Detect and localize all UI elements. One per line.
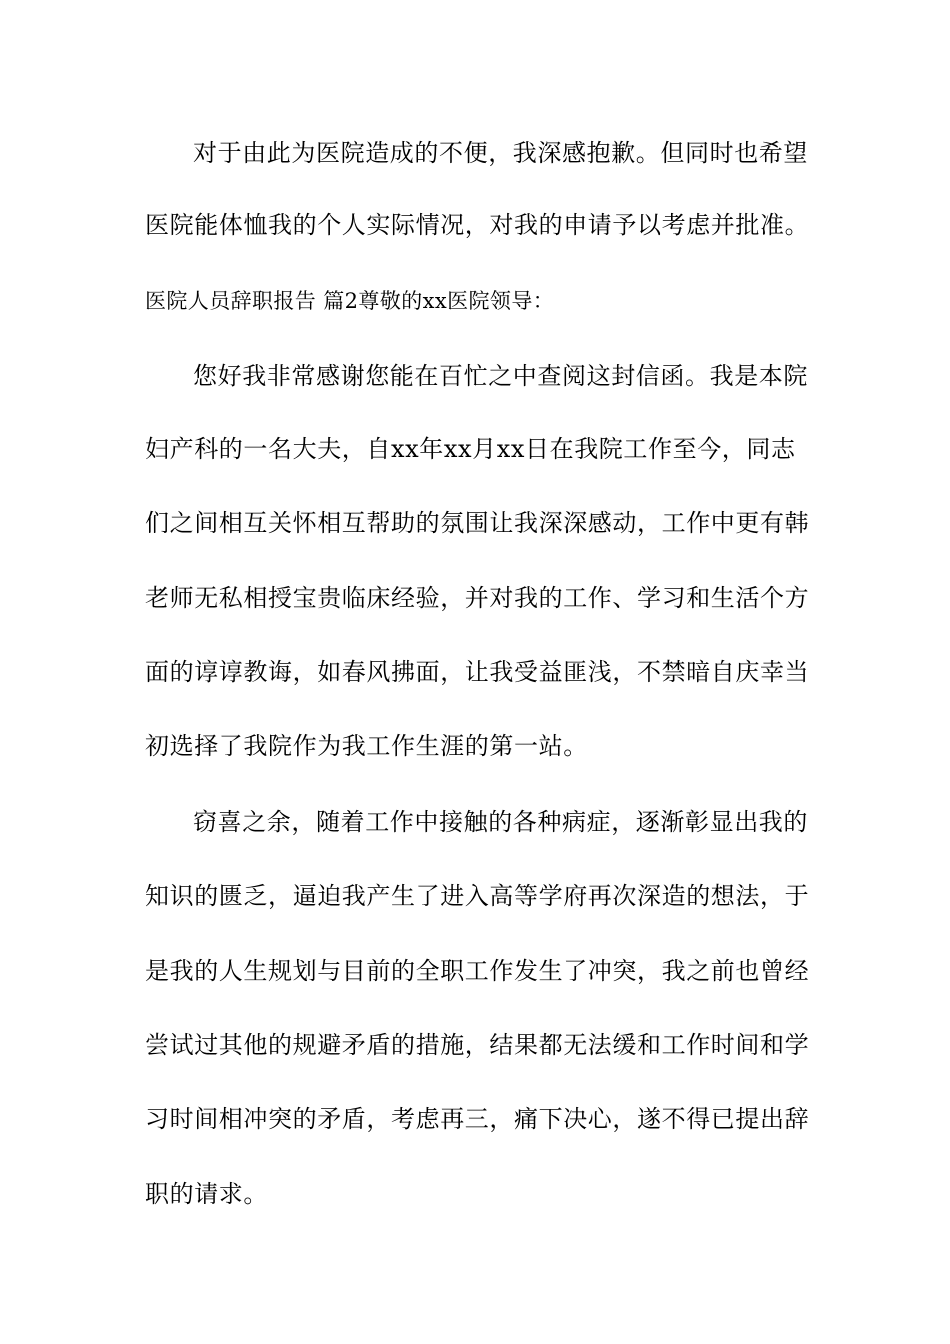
section-heading: 医院人员辞职报告 篇2尊敬的xx医院领导： <box>145 289 555 313</box>
paragraph-2-line-3: 们之间相互关怀相互帮助的氛围让我深深感动，工作中更有韩 <box>145 509 810 537</box>
paragraph-3-line-5: 习时间相冲突的矛盾，考虑再三，痛下决心，遂不得已提出辞 <box>145 1105 810 1133</box>
paragraph-2-line-4: 老师无私相授宝贵临床经验，并对我的工作、学习和生活个方 <box>145 584 810 612</box>
paragraph-1-line-1: 对于由此为医院造成的不便，我深感抱歉。但同时也希望 <box>193 139 808 167</box>
paragraph-3-line-2: 知识的匮乏，逼迫我产生了进入高等学府再次深造的想法，于 <box>145 882 810 910</box>
paragraph-2-line-1: 您好我非常感谢您能在百忙之中查阅这封信函。我是本院 <box>193 362 808 390</box>
paragraph-3-line-6: 职的请求。 <box>145 1180 268 1208</box>
paragraph-2-line-2: 妇产科的一名大夫，自xx年xx月xx日在我院工作至今，同志 <box>145 435 796 463</box>
paragraph-3-line-4: 尝试过其他的规避矛盾的措施，结果都无法缓和工作时间和学 <box>145 1031 810 1059</box>
paragraph-2-line-6: 初选择了我院作为我工作生涯的第一站。 <box>145 732 588 760</box>
paragraph-3-line-1: 窃喜之余，随着工作中接触的各种病症，逐渐彰显出我的 <box>193 808 808 836</box>
paragraph-2-line-5: 面的谆谆教诲，如春风拂面，让我受益匪浅，不禁暗自庆幸当 <box>145 658 810 686</box>
paragraph-3-line-3: 是我的人生规划与目前的全职工作发生了冲突，我之前也曾经 <box>145 957 810 985</box>
paragraph-1-line-2: 医院能体恤我的个人实际情况，对我的申请予以考虑并批准。 <box>145 211 810 239</box>
